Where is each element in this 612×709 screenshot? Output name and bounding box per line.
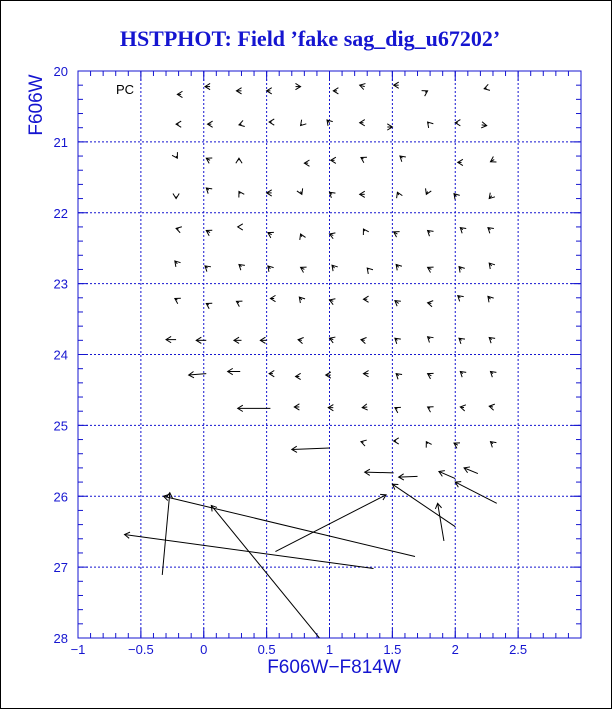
arrow-shaft — [189, 374, 207, 375]
vector-arrow — [428, 373, 434, 378]
arrow-head — [238, 224, 243, 230]
vector-arrow — [333, 88, 338, 94]
x-tick-label: 0 — [200, 642, 208, 657]
vector-arrow — [297, 188, 303, 194]
arrow-head — [330, 233, 336, 239]
vector-arrow — [395, 301, 401, 307]
vector-arrow — [490, 372, 496, 378]
arrow-head — [175, 298, 181, 303]
vector-arrow — [295, 83, 300, 89]
arrow-head — [428, 407, 434, 412]
vector-arrow — [267, 88, 272, 94]
vector-arrow — [301, 120, 307, 126]
arrow-shaft — [438, 503, 444, 541]
arrow-head — [239, 120, 245, 126]
vector-arrow — [164, 494, 416, 556]
error-vectors — [125, 82, 497, 638]
arrow-head — [173, 193, 179, 198]
vector-arrow — [458, 159, 463, 165]
vector-arrow — [239, 264, 245, 270]
arrow-head — [269, 119, 274, 125]
arrow-shaft — [292, 448, 330, 449]
vector-arrow — [428, 407, 434, 412]
arrow-head — [428, 373, 434, 378]
vector-arrow — [361, 440, 367, 446]
arrow-head — [392, 484, 398, 489]
vector-arrow — [489, 337, 495, 343]
vector-arrow — [428, 267, 434, 272]
arrow-head — [426, 442, 431, 448]
vector-arrow — [328, 405, 333, 411]
y-tick-label: 22 — [53, 205, 68, 221]
arrow-head — [206, 303, 212, 308]
vector-arrow — [238, 405, 271, 411]
vector-arrow — [176, 227, 182, 233]
vector-arrow — [395, 407, 401, 412]
x-tick-label: 2 — [451, 642, 459, 657]
vector-arrow — [205, 266, 211, 272]
y-tick-label: 27 — [53, 560, 68, 576]
vector-arrow — [394, 438, 399, 444]
vector-arrow — [166, 336, 176, 342]
vector-arrow — [331, 157, 336, 163]
vector-arrow — [362, 404, 368, 410]
arrow-shaft — [164, 496, 416, 556]
x-tick-label: −1 — [70, 642, 86, 657]
arrow-shaft — [211, 505, 319, 638]
vector-arrow — [481, 122, 487, 128]
vector-arrow — [330, 233, 336, 239]
vector-arrow — [387, 124, 392, 130]
x-tick-labels — [71, 642, 528, 657]
vector-arrow — [392, 484, 455, 527]
vector-arrow — [422, 91, 428, 96]
vector-arrow — [396, 374, 402, 380]
arrow-head — [330, 337, 336, 343]
vector-arrow — [361, 157, 367, 162]
arrow-head — [176, 227, 182, 233]
x-tick-label: −0.5 — [128, 642, 154, 657]
y-tick-label: 24 — [53, 347, 68, 363]
arrow-head — [176, 121, 181, 127]
vector-arrow — [238, 224, 243, 230]
vector-arrow — [458, 296, 464, 302]
y-tick-label: 28 — [53, 631, 68, 646]
arrow-head — [428, 267, 434, 272]
arrow-shaft — [275, 495, 386, 552]
vector-arrow — [455, 482, 496, 504]
vector-arrow — [428, 301, 434, 307]
vector-arrow — [234, 337, 242, 343]
vector-arrow — [489, 263, 495, 269]
arrow-head — [455, 120, 460, 126]
vector-arrow — [268, 232, 274, 237]
vector-arrow — [269, 119, 274, 125]
vector-arrow — [394, 82, 399, 88]
vector-arrow — [365, 469, 394, 475]
vector-arrow — [330, 192, 336, 198]
x-tick-label: 1.5 — [383, 642, 402, 657]
vector-arrow — [205, 83, 210, 89]
vector-arrow — [268, 266, 274, 272]
vector-arrow — [454, 194, 460, 200]
vector-arrow — [275, 494, 386, 551]
vector-arrow — [459, 338, 465, 344]
vector-arrow — [361, 337, 367, 343]
vector-arrow — [267, 190, 272, 196]
arrow-head — [394, 438, 399, 444]
arrow-head — [330, 299, 336, 305]
arrow-shaft — [162, 493, 170, 575]
vector-arrow — [332, 265, 338, 271]
vector-arrow — [489, 404, 495, 410]
arrow-head — [361, 157, 367, 162]
chart-title: HSTPHOT: Field ’fake sag_dig_u67202’ — [119, 26, 501, 51]
vector-arrow — [394, 232, 400, 237]
vector-arrow — [360, 191, 365, 197]
vector-arrow — [399, 474, 418, 480]
vector-arrow — [488, 296, 494, 302]
vector-arrow — [300, 234, 306, 240]
arrow-head — [172, 152, 177, 158]
arrow-head — [301, 267, 307, 272]
arrow-head — [397, 192, 403, 198]
arrow-head — [395, 407, 401, 412]
vector-arrow — [211, 505, 319, 638]
y-tick-label: 23 — [53, 276, 68, 292]
arrow-head — [239, 191, 244, 197]
vector-arrow — [455, 120, 460, 126]
vector-arrow — [367, 268, 373, 274]
vector-arrow — [428, 337, 434, 343]
arrow-shaft — [392, 484, 455, 527]
arrow-shaft — [455, 482, 496, 503]
vector-arrow — [490, 156, 496, 161]
vector-arrow — [397, 192, 403, 198]
vector-arrow — [326, 372, 331, 378]
vector-arrow — [489, 193, 495, 199]
y-tick-labels — [54, 64, 68, 646]
vector-arrow — [435, 503, 444, 541]
arrow-head — [236, 158, 242, 163]
vector-arrow — [439, 471, 455, 479]
x-tick-label: 2.5 — [509, 642, 528, 657]
vector-arrow — [175, 298, 181, 303]
vector-arrow — [239, 191, 244, 197]
y-tick-label: 20 — [53, 64, 68, 79]
vector-arrow — [426, 188, 432, 194]
vector-arrow — [360, 84, 366, 90]
vector-arrow — [428, 122, 434, 128]
vector-arrow — [269, 371, 274, 377]
vector-arrow — [175, 261, 181, 267]
vector-arrow — [239, 120, 245, 126]
panel-label: PC — [116, 82, 135, 97]
vector-arrow — [426, 442, 431, 448]
arrow-head — [363, 229, 368, 235]
vector-arrow — [304, 160, 309, 166]
vector-arrow — [464, 467, 478, 474]
vector-arrow — [299, 297, 305, 303]
vector-arrow — [298, 337, 304, 343]
vector-arrow — [162, 493, 172, 575]
arrow-head — [297, 188, 303, 194]
vector-arrow — [196, 337, 206, 343]
y-tick-label: 25 — [53, 418, 68, 434]
arrow-head — [490, 156, 496, 161]
vector-arrow — [296, 373, 301, 379]
vector-arrow — [236, 88, 241, 94]
x-tick-label: 1 — [325, 642, 334, 657]
vector-arrow — [395, 338, 401, 344]
arrow-head — [361, 440, 367, 446]
vector-arrow — [400, 156, 406, 162]
vector-arrow — [172, 152, 177, 158]
arrow-shaft — [399, 476, 418, 477]
vector-arrow — [484, 84, 490, 90]
vector-arrow — [360, 120, 365, 126]
vector-arrow — [206, 188, 212, 194]
arrow-head — [206, 158, 212, 163]
vector-arrow — [490, 442, 496, 448]
vector-arrow — [176, 121, 181, 127]
arrow-head — [206, 230, 212, 235]
arrow-head — [426, 188, 432, 194]
vector-arrow — [460, 405, 466, 411]
vector-arrow — [301, 267, 307, 272]
vector-arrow — [363, 229, 368, 235]
vector-arrow — [363, 296, 368, 302]
vector-arrow — [428, 230, 434, 236]
y-axis-title: F606W — [26, 74, 47, 136]
vector-arrow — [206, 303, 212, 308]
vector-arrow — [236, 158, 242, 163]
y-tick-label: 21 — [53, 134, 68, 150]
vector-arrow — [228, 368, 241, 374]
vector-arrow — [294, 404, 299, 410]
vector-arrow — [488, 228, 494, 234]
vector-arrow — [260, 337, 266, 343]
vector-arrow — [459, 267, 465, 273]
vector-arrow — [270, 295, 275, 301]
arrow-head — [300, 234, 306, 240]
grid-lines — [78, 71, 581, 638]
arrow-head — [236, 301, 242, 306]
vector-arrow — [396, 264, 402, 270]
x-tick-label: 0.5 — [257, 642, 276, 657]
vector-arrow — [292, 446, 330, 452]
vector-arrow — [173, 193, 179, 198]
arrow-head — [394, 232, 400, 237]
vector-arrow — [206, 158, 212, 163]
vector-arrow — [363, 371, 368, 377]
vector-arrow — [460, 372, 466, 378]
arrow-head — [422, 91, 428, 96]
y-tick-label: 26 — [53, 489, 68, 505]
vector-arrow — [208, 121, 213, 127]
x-axis-title: F606W−F814W — [267, 657, 401, 678]
vector-arrow — [177, 91, 182, 97]
vector-arrow — [330, 337, 336, 343]
vector-arrow — [206, 230, 212, 235]
vector-arrow — [460, 228, 466, 234]
vector-arrow — [330, 299, 336, 305]
arrow-shaft — [365, 472, 394, 473]
arrow-head — [484, 84, 490, 90]
vector-arrow — [236, 301, 242, 306]
arrow-head — [268, 232, 274, 237]
